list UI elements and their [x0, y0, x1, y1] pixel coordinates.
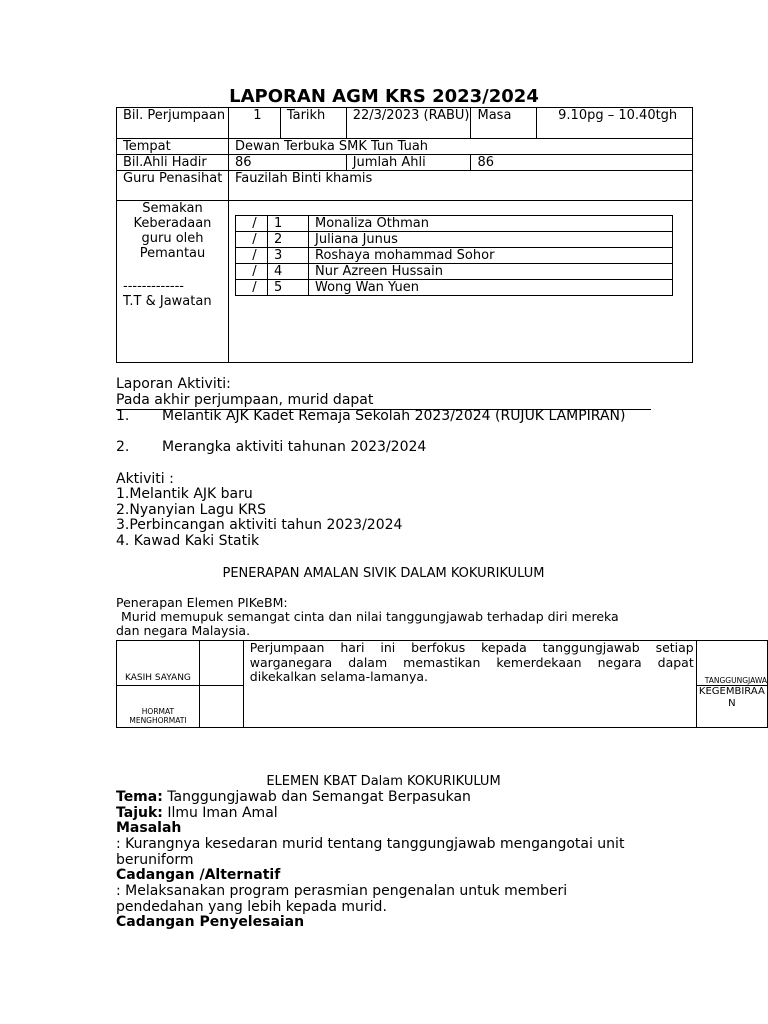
teacher-name: Nur Azreen Hussain — [309, 264, 673, 280]
masa-label: Masa — [471, 108, 537, 139]
bil-value: 1 — [228, 108, 280, 139]
teacher-number: 1 — [268, 216, 309, 232]
tarikh-value: 22/3/2023 (RABU) — [346, 108, 471, 139]
kasih-mark-cell — [199, 641, 243, 686]
teacher-number: 3 — [268, 248, 309, 264]
bil-label: Bil. Perjumpaan — [117, 108, 229, 139]
pikebm-table — [116, 640, 768, 728]
teacher-row — [236, 216, 673, 232]
guru-label: Guru Penasihat — [117, 171, 229, 201]
hadir-value: 86 — [228, 155, 346, 171]
laporan-heading: Laporan Aktiviti: — [116, 376, 231, 392]
teacher-number: 4 — [268, 264, 309, 280]
laporan-item-1-num: 1. — [116, 408, 130, 424]
teacher-row — [236, 280, 673, 296]
teacher-check-mark: / — [236, 248, 268, 264]
tempat-label: Tempat — [117, 139, 229, 155]
signature-dashes: ------------- — [123, 279, 184, 294]
sivik-desc-line2: dan negara Malaysia. — [116, 623, 251, 638]
tarikh-label: Tarikh — [280, 108, 346, 139]
tanggung-cell — [696, 641, 767, 686]
teacher-number: 5 — [268, 280, 309, 296]
kegembira-cell — [696, 686, 767, 728]
teacher-check-mark: / — [236, 232, 268, 248]
sivik-paragraph: Perjumpaan hari ini berfokus kepada tanggungjawab setiap warganegara dalam memastikan kemerdekaan negara dapat dikekalkan selama-lamanya. — [249, 640, 694, 684]
teacher-checklist — [235, 215, 673, 296]
jumlah-value: 86 — [471, 155, 693, 171]
masalah-label: Masalah — [116, 820, 182, 836]
kegembira-label: KEGEMBIRAAN — [698, 686, 765, 709]
sivik-desc-line1: Murid memupuk semangat cinta dan nilai tanggungjawab terhadap diri mereka — [121, 609, 619, 624]
tajuk-value: Ilmu Iman Amal — [167, 805, 278, 821]
aktiviti-item: 4. Kawad Kaki Statik — [116, 533, 260, 549]
teacher-check-mark: / — [236, 280, 268, 296]
tanggung-label: TANGGUNGJAWA — [704, 676, 767, 685]
teacher-number: 2 — [268, 232, 309, 248]
teacher-check-mark: / — [236, 216, 268, 232]
hadir-label: Bil.Ahli Hadir — [117, 155, 229, 171]
tema-label: Tema: — [116, 789, 163, 805]
kasih-cell — [117, 641, 200, 686]
teacher-check-mark: / — [236, 264, 268, 280]
hormat-mark-cell — [199, 686, 243, 728]
tt-jawatan-label: T.T & Jawatan — [123, 294, 212, 309]
tema-line — [116, 790, 471, 806]
teacher-row — [236, 248, 673, 264]
tajuk-label: Tajuk: — [116, 805, 163, 821]
hormat-label: HORMAT MENGHORMATI — [129, 707, 187, 725]
guru-value: Fauzilah Binti khamis — [228, 171, 692, 201]
tempat-value: Dewan Terbuka SMK Tun Tuah — [228, 139, 692, 155]
teacher-name: Monaliza Othman — [309, 216, 673, 232]
hormat-cell — [117, 686, 200, 728]
aktiviti-item: 1.Melantik AJK baru — [116, 486, 253, 502]
laporan-intro: Pada akhir perjumpaan, murid dapat — [116, 393, 651, 410]
kasih-label: KASIH SAYANG — [125, 673, 191, 683]
penyelesaian-label: Cadangan Penyelesaian — [116, 914, 305, 930]
tema-value: Tanggungjawab dan Semangat Berpasukan — [167, 789, 471, 805]
aktiviti-heading: Aktiviti : — [116, 471, 174, 487]
teacher-name: Juliana Junus — [309, 232, 673, 248]
elemen-label: Penerapan Elemen PIKeBM: — [116, 595, 288, 610]
kbat-heading: ELEMEN KBAT Dalam KOKURIKULUM — [266, 774, 501, 789]
masa-value: 9.10pg – 10.40tgh — [537, 108, 693, 139]
laporan-item-2: Merangka aktiviti tahunan 2023/2024 — [162, 439, 427, 455]
semakan-cell — [117, 201, 229, 363]
teacher-name: Roshaya mohammad Sohor — [309, 248, 673, 264]
document-title: LAPORAN AGM KRS 2023/2024 — [229, 86, 539, 107]
laporan-item-2-num: 2. — [116, 439, 130, 455]
teacher-row — [236, 264, 673, 280]
cadangan-text: : Melaksanakan program perasmian pengenalan untuk memberi pendedahan yang lebih kepada murid. — [116, 883, 568, 915]
masalah-text: : Kurangnya kesedaran murid tentang tanggungjawab mengangotai unit beruniform — [116, 836, 625, 868]
laporan-item-1: Melantik AJK Kadet Remaja Sekolah 2023/2024 (RUJUK LAMPIRAN) — [162, 408, 626, 424]
jumlah-label: Jumlah Ahli — [346, 155, 471, 171]
aktiviti-item: 2.Nyanyian Lagu KRS — [116, 502, 267, 518]
teacher-row — [236, 232, 673, 248]
teacher-name: Wong Wan Yuen — [309, 280, 673, 296]
cadangan-label: Cadangan /Alternatif — [116, 867, 281, 883]
aktiviti-item: 3.Perbincangan aktiviti tahun 2023/2024 — [116, 517, 403, 533]
sivik-heading: PENERAPAN AMALAN SIVIK DALAM KOKURIKULUM — [222, 566, 545, 581]
sivik-paragraph-cell — [243, 641, 696, 728]
semakan-label: Semakan Keberadaan guru oleh Pemantau — [133, 201, 212, 261]
